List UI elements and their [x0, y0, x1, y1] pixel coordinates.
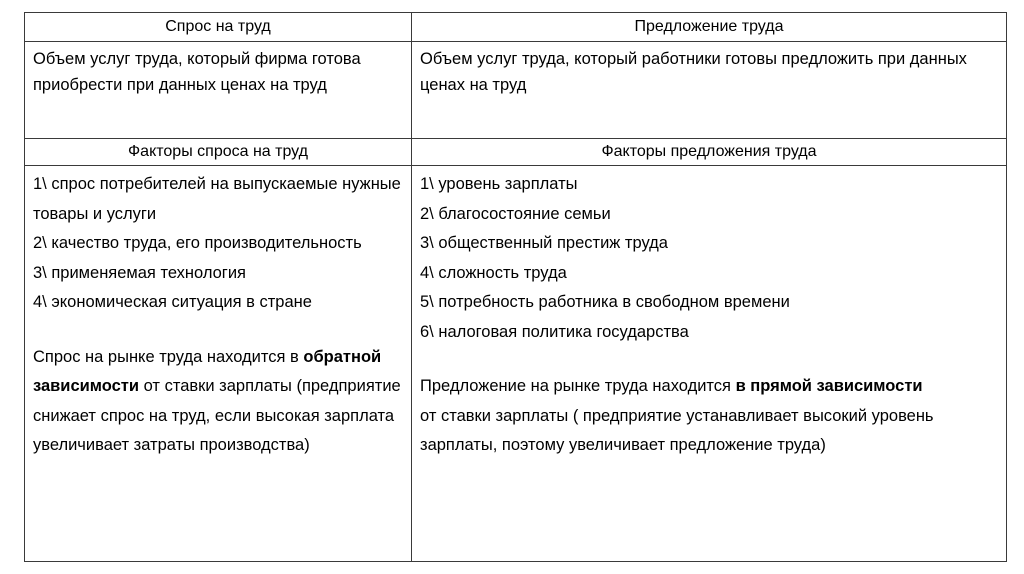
demand-factor-item: 1\ спрос потребителей на выпускаемые нужные товары и услуги: [33, 175, 401, 223]
supply-definition: Объем услуг труда, который работники готовы предложить при данных ценах на труд: [412, 42, 1007, 139]
supply-factor-list: [420, 170, 998, 347]
supply-header: Предложение труда: [412, 13, 1007, 42]
demand-conclusion: [33, 343, 403, 461]
supply-factors-cell: [412, 166, 1007, 562]
demand-factor-list: [33, 170, 403, 318]
supply-conclusion-pre: Предложение на рынке труда находится: [420, 377, 736, 395]
demand-factor-item: 2\ качество труда, его производительность: [33, 234, 362, 252]
supply-conclusion: [420, 372, 998, 461]
supply-factor-item: 2\ благосостояние семьи: [420, 204, 611, 223]
demand-header: Спрос на труд: [25, 13, 412, 42]
factors-row: [25, 166, 1007, 562]
supply-conclusion-bold: в прямой зависимости: [735, 377, 923, 395]
supply-factor-item: 5\ потребность работника в свободном времени: [420, 293, 790, 311]
supply-factor-item: 3\ общественный престиж труда: [420, 234, 668, 252]
demand-conclusion-bold: обратной зависимости: [33, 347, 382, 395]
demand-factors-cell: [25, 166, 412, 562]
factors-header-row: [25, 139, 1007, 166]
demand-factors-header: Факторы спроса на труд: [25, 139, 412, 166]
supply-factor-item: 6\ налоговая политика государства: [420, 322, 689, 341]
comparison-table: [24, 12, 1007, 562]
demand-conclusion-pre: Спрос на рынке труда находится в: [33, 347, 299, 366]
supply-factors-header: Факторы предложения труда: [412, 139, 1007, 166]
demand-factor-item: 3\ применяемая технология: [33, 263, 246, 282]
supply-conclusion-post: от ставки зарплаты ( предприятие устанавливает высокий уровень зарплаты, поэтому увеличивает предложение труда): [420, 406, 934, 454]
demand-factor-item: 4\ экономическая ситуация в стране: [33, 293, 312, 311]
demand-definition: Объем услуг труда, который фирма готова приобрести при данных ценах на труд: [25, 42, 412, 139]
demand-conclusion-post: от ставки зарплаты (предприятие снижает спрос на труд, если высокая зарплата увеличивает затраты производства): [33, 377, 401, 454]
header-row: [25, 13, 1007, 42]
supply-factor-item: 4\ сложность труда: [420, 263, 567, 282]
definition-row: [25, 42, 1007, 139]
supply-factor-item: 1\ уровень зарплаты: [420, 175, 578, 193]
